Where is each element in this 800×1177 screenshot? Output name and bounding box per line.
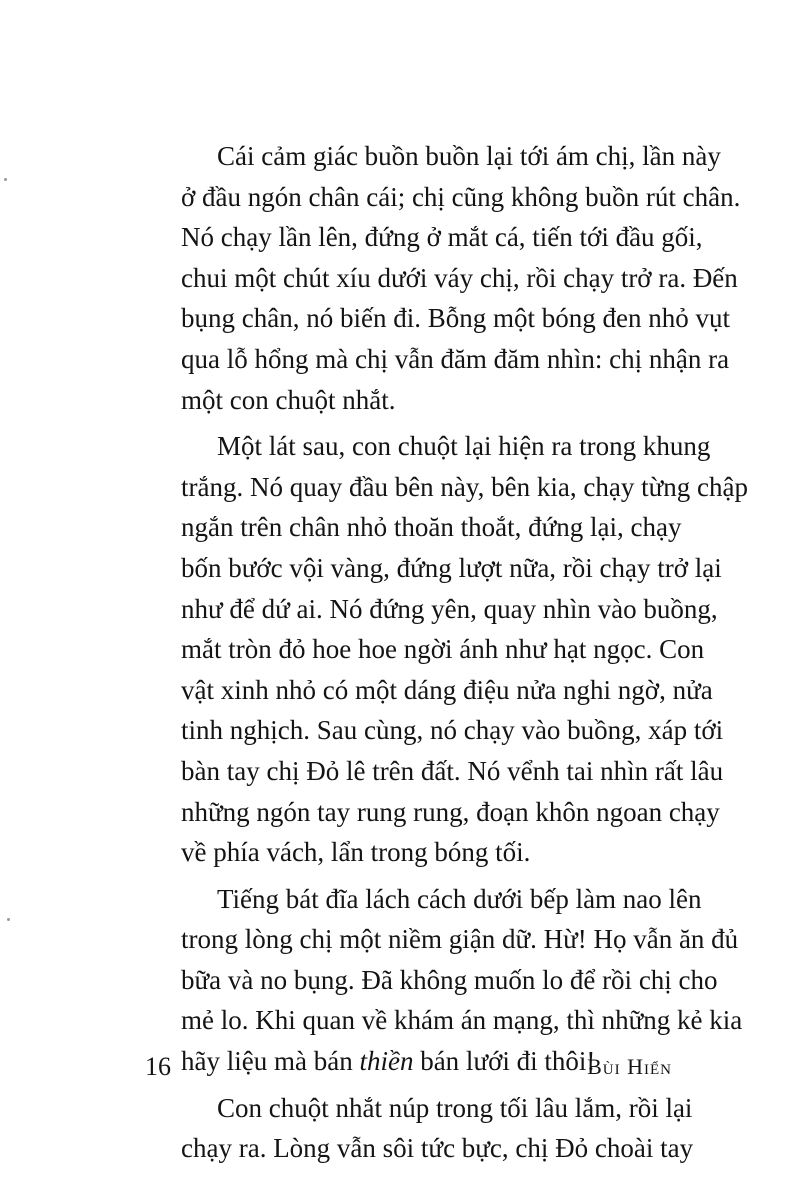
text-line: Nó chạy lần lên, đứng ở mắt cá, tiến tới đầu gối, (181, 222, 703, 253)
text-run: bán lưới đi thôi! (413, 1046, 596, 1077)
paragraph-4 (145, 1088, 694, 1169)
paragraph-1 (145, 136, 741, 420)
running-footer-author: Bùi Hiển (587, 1054, 672, 1079)
text-line: trong lòng chị một niềm giận dữ. Hừ! Họ vẫn ăn đủ (181, 924, 739, 955)
italic-word: thiền (359, 1046, 414, 1077)
text-line: mẻ lo. Khi quan về khám án mạng, thì những kẻ kia (181, 1005, 743, 1036)
paragraph-2 (145, 426, 748, 873)
text-line: những ngón tay rung rung, đoạn khôn ngoan chạy (181, 796, 720, 827)
text-line: bốn bước vội vàng, đứng lượt nữa, rồi chạy trở lại (181, 552, 722, 583)
text-line: Một lát sau, con chuột lại hiện ra trong khung (217, 431, 711, 462)
text-line: chui một chút xíu dưới váy chị, rồi chạy trở ra. Đến (181, 262, 738, 293)
text-line: qua lỗ hổng mà chị vẫn đăm đăm nhìn: chị nhận ra (181, 343, 730, 374)
text-line: như để dứ ai. Nó đứng yên, quay nhìn vào buồng, (181, 593, 718, 624)
text-line: vật xinh nhỏ có một dáng điệu nửa nghi ngờ, nửa (181, 674, 713, 705)
paragraph-3 (145, 879, 743, 1082)
text-line: Cái cảm giác buồn buồn lại tới ám chị, lần này (217, 141, 721, 171)
text-line: ngắn trên chân nhỏ thoăn thoắt, đứng lại, chạy (181, 512, 682, 543)
body-text (145, 136, 748, 1169)
text-line: Con chuột nhắt núp trong tối lâu lắm, rồi lại (217, 1092, 693, 1123)
page-number: 16 (145, 1052, 171, 1081)
text-line: trắng. Nó quay đầu bên này, bên kia, chạy từng chập (181, 471, 748, 502)
text-line: bữa và no bụng. Đã không muốn lo để rồi chị cho (181, 964, 718, 995)
text-line: ở đầu ngón chân cái; chị cũng không buồn rút chân. (181, 181, 741, 212)
scan-speck (4, 178, 7, 181)
text-line: bụng chân, nó biến đi. Bỗng một bóng đen nhỏ vụt (181, 303, 730, 334)
scan-speck (7, 918, 10, 921)
text-line: Tiếng bát đĩa lách cách dưới bếp làm nao lên (217, 883, 702, 914)
text-line: bàn tay chị Đỏ lê trên đất. Nó vểnh tai nhìn rất lâu (181, 755, 724, 786)
text-line: tinh nghịch. Sau cùng, nó chạy vào buồng, xáp tới (181, 715, 724, 746)
text-line: mắt tròn đỏ hoe hoe ngời ánh như hạt ngọc. Con (181, 634, 705, 665)
text-line: một con chuột nhắt. (181, 384, 396, 415)
text-run: hãy liệu mà bán (181, 1046, 360, 1077)
text-line: chạy ra. Lòng vẫn sôi tức bực, chị Đỏ choài tay (181, 1133, 694, 1164)
text-line: về phía vách, lẩn trong bóng tối. (181, 837, 531, 868)
